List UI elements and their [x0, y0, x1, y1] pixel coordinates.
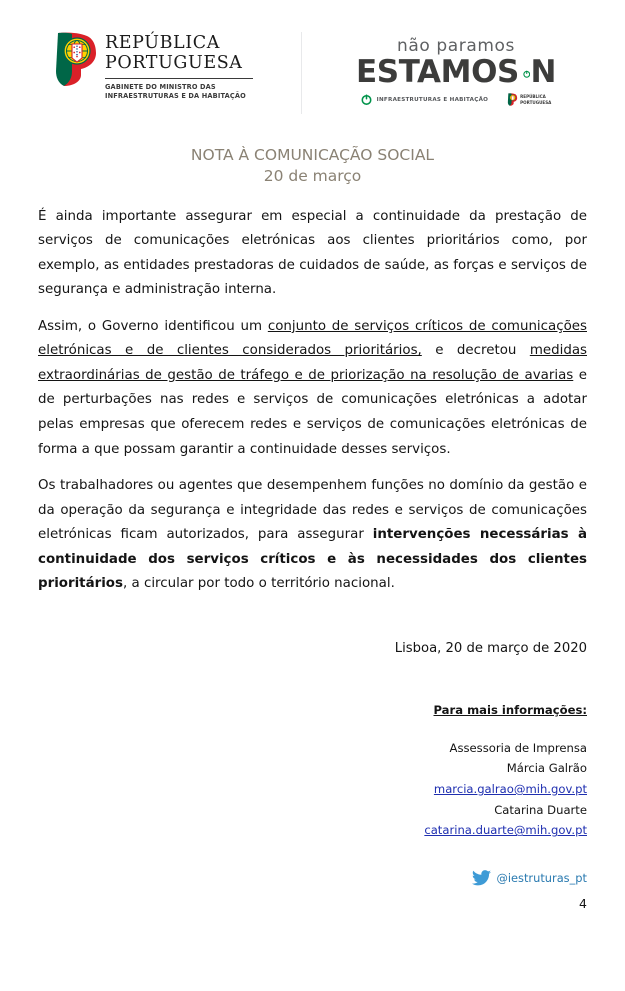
contact-line: Assessoria de Imprensa [449, 740, 587, 755]
campaign-footer [356, 93, 556, 106]
contact-line: Catarina Duarte [494, 802, 587, 817]
power-on-icon [523, 62, 530, 86]
republica-logo-text [105, 31, 253, 101]
contacts-block [38, 738, 587, 841]
republica-subtitle-line1: GABINETE DO MINISTRO DAS [105, 82, 216, 91]
republica-subtitle-line2: INFRAESTRUTURAS E DA HABITAÇÃO [105, 91, 246, 100]
campaign-wordmark [356, 54, 556, 90]
republica-title-line2: PORTUGUESA [105, 53, 243, 74]
p3-text-1: Os trabalhadores ou agentes que desempenhem funções no domínio da gestão e da operação da segurança e integridade das redes e serviços de comunicações eletrónicas ficam autorizados, para assegurar [38, 478, 587, 543]
contact-email-marcia[interactable]: marcia.galrao@mih.gov.pt [433, 781, 587, 796]
p2-underlined-1: conjunto de serviços críticos de comunicações eletrónicas e de clientes considerados prioritários, [38, 318, 587, 359]
republica-portuguesa-logo [54, 31, 253, 101]
twitter-handle[interactable]: @iestruturas_pt [496, 870, 587, 885]
campaign-tagline: não paramos [396, 36, 516, 56]
campaign-footer-republica-mark [507, 93, 551, 106]
closing-location-date: Lisboa, 20 de março de 2020 [394, 640, 587, 656]
contact-email-catarina[interactable]: catarina.duarte@mih.gov.pt [424, 823, 587, 838]
paragraph-2 [38, 315, 587, 462]
page-title-line2: 20 de março [263, 167, 362, 186]
estamos-on-logo [356, 38, 556, 106]
campaign-footer-republica-text: REPÚBLICA PORTUGUESA [520, 94, 552, 105]
p2-text-3: e de perturbações nas redes e serviços de comunicações eletrónicas a adotar pelas empresas que oferecem redes e serviços de comunicações eletrónicas de forma a que possam garantir a continuidade desses serviços. [38, 367, 587, 457]
power-on-icon-small [361, 94, 372, 105]
republica-title-line1: REPÚBLICA [105, 33, 220, 53]
page-title-line1: NOTA À COMUNICAÇÃO SOCIAL [190, 146, 435, 164]
document-header [0, 0, 625, 118]
document-body [38, 205, 587, 597]
more-info-heading: Para mais informações: [433, 702, 587, 717]
contact-line: Márcia Galrão [506, 761, 587, 776]
logo-divider-rule [105, 78, 253, 79]
p2-text-2: e decretou [421, 343, 530, 359]
twitter-bird-icon [472, 870, 491, 886]
paragraph-1: É ainda importante assegurar em especial a continuidade da prestação de serviços de comunicações eletrónicas aos clientes prioritários como, por exemplo, as entidades prestadoras de cuidados de saúde, as forças e serviços de segurança e administração interna. [38, 208, 587, 298]
campaign-wordmark-estamos: ESTAMOS [356, 54, 519, 90]
page-title [0, 145, 625, 188]
portugal-shield-emblem-small [507, 93, 518, 106]
page-number: 4 [579, 895, 587, 911]
p3-bold-run: intervenções necessárias à continuidade dos serviços críticos e às necessidades dos clientes prioritários [38, 527, 587, 592]
p2-underlined-2: medidas extraordinárias de gestão de tráfego e de priorização na resolução de avarias [38, 343, 587, 383]
p2-text-1: Assim, o Governo identificou um [38, 318, 268, 334]
portugal-shield-emblem [54, 31, 98, 87]
p3-text-2: , a circular por todo o território nacional. [122, 576, 395, 592]
campaign-footer-text: INFRAESTRUTURAS E HABITAÇÃO [376, 96, 489, 103]
document-footer [38, 641, 587, 911]
header-vertical-divider [301, 32, 302, 114]
paragraph-3 [38, 474, 587, 597]
campaign-wordmark-n: N [530, 54, 556, 90]
social-handle-block[interactable] [38, 870, 587, 886]
